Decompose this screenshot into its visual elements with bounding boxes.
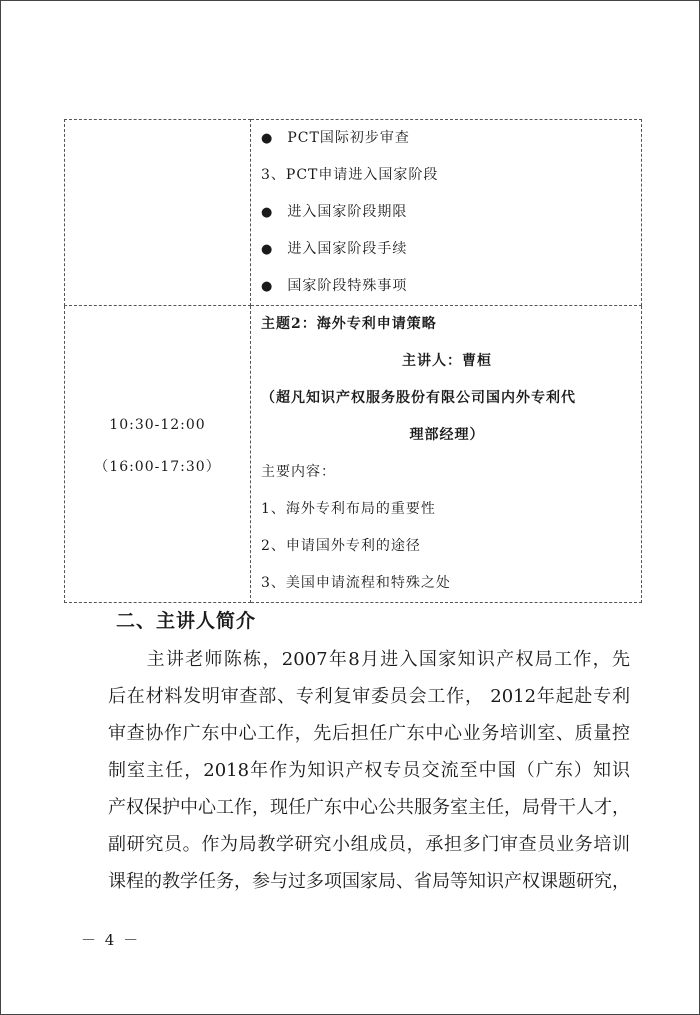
topic-title: 主题2：海外专利申请策略 [261,316,437,332]
list-item: 3、PCT申请进入国家阶段 [261,167,439,183]
time-cell-empty [65,120,251,306]
speaker-affiliation-cont: 理部经理） [409,427,485,443]
list-item: ● PCT国际初步审查 [261,120,633,157]
list-item: ● 国家阶段特殊事项 [261,268,633,305]
body-line: 制室主任，2018年作为知识产权专员交流至中国（广东）知识 [108,760,630,781]
speaker-bio [108,641,630,900]
body-line: 产权保护中心工作，现任广东中心公共服务室主任，局骨干人才， [108,797,630,818]
content-cell [251,120,642,306]
table-row [65,120,642,306]
page-number: － 4 － [81,931,141,949]
content-lines [251,120,641,305]
section-heading: 二、主讲人简介 [116,610,257,632]
list-item: ● 进入国家阶段手续 [261,231,633,268]
speaker-name: 主讲人：曹桓 [402,353,492,369]
body-line: 后在材料发明审查部、专利复审委员会工作， 2012年起赴专利 [108,686,630,707]
speaker-affiliation: （超凡知识产权服务股份有限公司国内外专利代 [261,390,576,406]
session-time-alt: （16:00-17:30） [94,459,221,475]
session-time: 10:30-12:00 [109,417,206,433]
body-line: 副研究员。作为局教学研究小组成员，承担多门审查员业务培训 [108,834,630,855]
list-item: 3、美国申请流程和特殊之处 [261,575,451,591]
list-item: 1、海外专利布局的重要性 [261,501,436,517]
body-line: 课程的教学任务，参与过多项国家局、省局等知识产权课题研究， [108,871,630,892]
body-line: 审查协作广东中心工作，先后担任广东中心业务培训室、质量控 [108,723,630,744]
list-item: ● 进入国家阶段期限 [261,194,633,231]
table-row [65,306,642,603]
content-cell [251,306,642,603]
body-line: 主讲老师陈栋，2007年8月进入国家知识产权局工作，先 [108,649,630,670]
time-cell [65,306,251,603]
content-label: 主要内容： [261,464,336,480]
list-item: 2、申请国外专利的途径 [261,538,421,554]
schedule-table [64,119,642,603]
